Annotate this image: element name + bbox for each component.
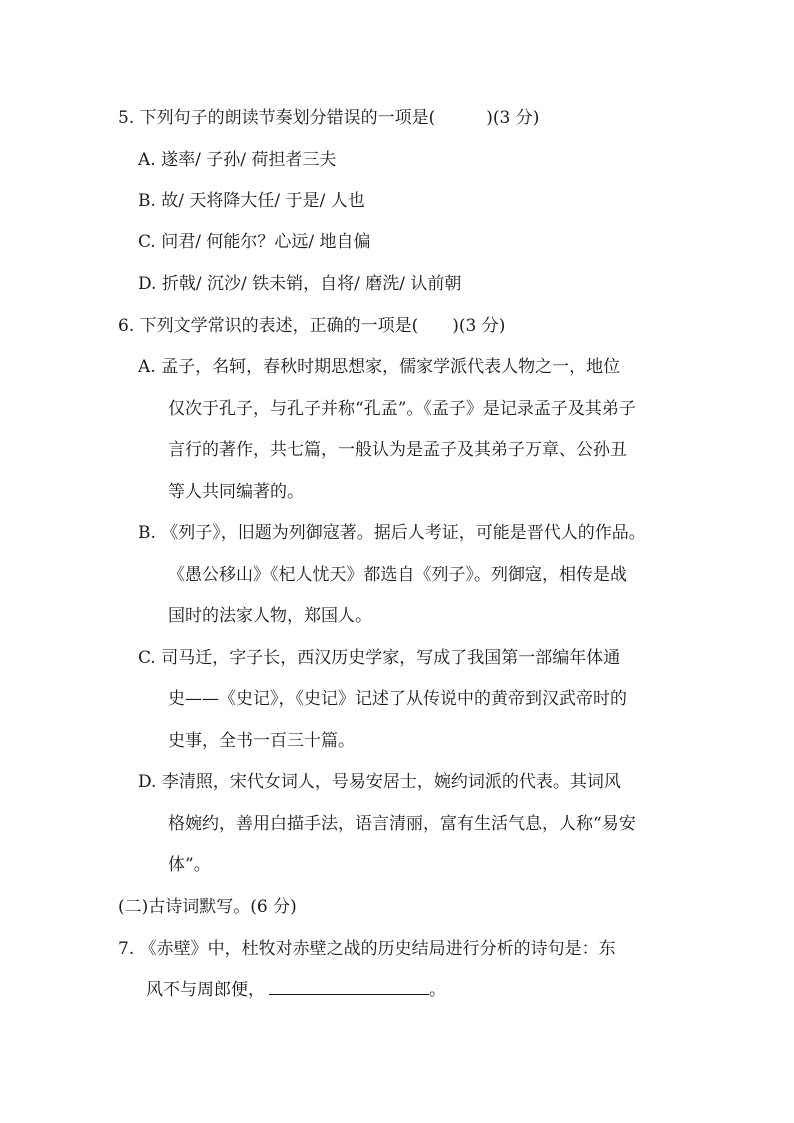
q5-option-a: A. 遂率/ 子孙/ 荷担者三夫 xyxy=(138,150,337,170)
q6-option-a-line1: A. 孟子，名轲，春秋时期思想家，儒家学派代表人物之一，地位 xyxy=(138,357,621,377)
q6-option-a-line2: 仅次于孔子，与孔子并称“孔孟”。《孟子》是记录孟子及其弟子 xyxy=(168,399,636,419)
q7-line2-text: 风不与周郎便， xyxy=(146,980,265,1000)
q6-option-a-line3: 言行的著作，共七篇，一般认为是孟子及其弟子万章、公孙丑 xyxy=(168,440,627,460)
q7-answer-blank[interactable] xyxy=(269,978,429,995)
q5-option-d: D. 折戟/ 沉沙/ 铁未销，自将/ 磨洗/ 认前朝 xyxy=(138,274,462,294)
q5-option-c: C. 问君/ 何能尔？心远/ 地自偏 xyxy=(138,232,371,252)
q6-option-a-line4: 等人共同编著的。 xyxy=(168,482,304,502)
q6-option-c-line3: 史事，全书一百三十篇。 xyxy=(168,731,355,751)
section-heading: (二)古诗词默写。(6 分) xyxy=(118,897,297,917)
q6-option-b-line2: 《愚公移山》《杞人忧天》都选自《列子》。列御寇，相传是战 xyxy=(168,565,627,585)
q6-option-c-line2: 史——《史记》，《史记》记述了从传说中的黄帝到汉武帝时的 xyxy=(168,689,627,709)
q7-line2 xyxy=(146,978,446,1002)
q7-line1: 7. 《赤壁》中，杜牧对赤壁之战的历史结局进行分析的诗句是：东 xyxy=(118,939,616,959)
q6-option-d-line3: 体”。 xyxy=(168,855,211,875)
q6-option-c-line1: C. 司马迁，字子长，西汉历史学家，写成了我国第一部编年体通 xyxy=(138,648,621,668)
q7-line2-end: 。 xyxy=(429,980,446,1000)
q6-stem: 6. 下列文学常识的表述，正确的一项是( )(3 分) xyxy=(118,316,506,336)
q6-option-b-line3: 国时的法家人物，郑国人。 xyxy=(168,606,372,626)
q5-option-b: B. 故/ 天将降大任/ 于是/ 人也 xyxy=(138,191,365,211)
q5-stem: 5. 下列句子的朗读节奏划分错误的一项是( )(3 分) xyxy=(118,108,540,128)
q6-option-b-line1: B. 《列子》，旧题为列御寇著。据后人考证，可能是晋代人的作品。 xyxy=(138,523,646,543)
q6-option-d-line1: D. 李清照，宋代女词人，号易安居士，婉约词派的代表。其词风 xyxy=(138,772,621,792)
q6-option-d-line2: 格婉约，善用白描手法，语言清丽，富有生活气息，人称“易安 xyxy=(168,814,636,834)
